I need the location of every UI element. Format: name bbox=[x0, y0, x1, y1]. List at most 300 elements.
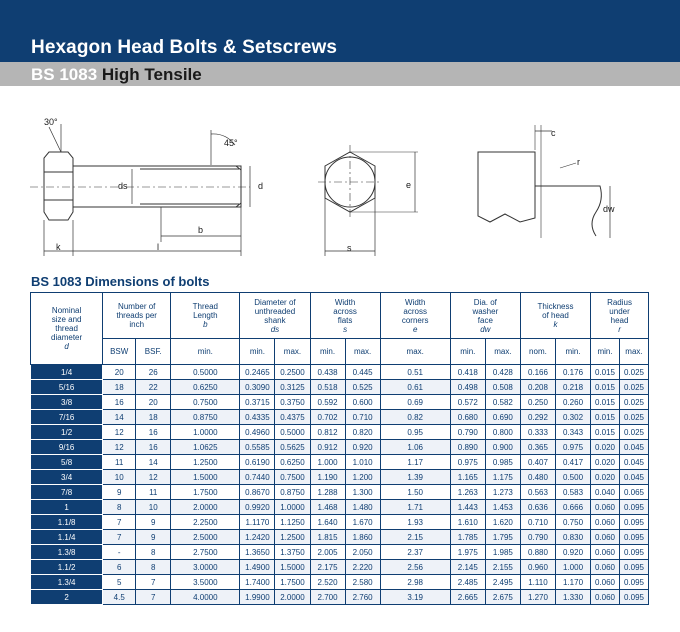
diagram-label-k: k bbox=[56, 242, 61, 252]
header-line: Length bbox=[193, 311, 218, 320]
table-cell: 14 bbox=[103, 410, 136, 425]
table-row bbox=[31, 500, 649, 515]
table-cell: 1.860 bbox=[345, 530, 380, 545]
header-symbol: ds bbox=[270, 324, 280, 334]
table-cell: 0.5000 bbox=[171, 365, 240, 380]
table-cell: 0.176 bbox=[555, 365, 590, 380]
page-subtitle bbox=[31, 65, 202, 85]
table-cell: 11 bbox=[103, 455, 136, 470]
header-line: Thickness bbox=[537, 302, 574, 311]
standard-code: BS 1083 bbox=[31, 65, 98, 84]
table-cell: 2.675 bbox=[485, 590, 520, 605]
header-subcolumn: min. bbox=[555, 339, 590, 365]
table-cell: 1.270 bbox=[520, 590, 555, 605]
table-cell: 1.670 bbox=[345, 515, 380, 530]
table-cell: 0.015 bbox=[591, 395, 620, 410]
table-row bbox=[31, 395, 649, 410]
table-cell: 1.71 bbox=[380, 500, 450, 515]
header-symbol: b bbox=[203, 320, 208, 329]
header-line: Thread bbox=[192, 302, 218, 311]
table-cell: 2.37 bbox=[380, 545, 450, 560]
table-cell: 0.7500 bbox=[275, 470, 310, 485]
table-body bbox=[31, 365, 649, 605]
bolt-diagram bbox=[0, 96, 680, 266]
table-cell: 10 bbox=[103, 470, 136, 485]
table-cell: 0.025 bbox=[619, 380, 648, 395]
header-symbol: k bbox=[553, 320, 558, 329]
nominal-size-cell: 2 bbox=[31, 590, 103, 605]
table-cell: 0.5625 bbox=[275, 440, 310, 455]
table-cell: 0.985 bbox=[485, 455, 520, 470]
table-cell: - bbox=[103, 545, 136, 560]
table-cell: 1.288 bbox=[310, 485, 345, 500]
table-cell: 9 bbox=[136, 515, 171, 530]
table-cell: 0.4960 bbox=[240, 425, 275, 440]
table-cell: 1.795 bbox=[485, 530, 520, 545]
table-cell: 0.020 bbox=[591, 455, 620, 470]
table-cell: 4.0000 bbox=[171, 590, 240, 605]
header-subcolumn: BSF. bbox=[136, 339, 171, 365]
table-cell: 0.8670 bbox=[240, 485, 275, 500]
table-cell: 1.5000 bbox=[171, 470, 240, 485]
table-cell: 0.750 bbox=[555, 515, 590, 530]
table-cell: 1.3750 bbox=[275, 545, 310, 560]
table-cell: 1.3650 bbox=[240, 545, 275, 560]
table-row bbox=[31, 470, 649, 485]
table-cell: 0.3090 bbox=[240, 380, 275, 395]
table-cell: 0.445 bbox=[345, 365, 380, 380]
table-cell: 1.9900 bbox=[240, 590, 275, 605]
table-cell: 1.170 bbox=[555, 575, 590, 590]
table-cell: 2.005 bbox=[310, 545, 345, 560]
table-cell: 0.680 bbox=[450, 410, 485, 425]
table-cell: 1.0000 bbox=[275, 500, 310, 515]
table-cell: 0.912 bbox=[310, 440, 345, 455]
diagram-label-d: d bbox=[258, 181, 264, 191]
table-cell: 0.508 bbox=[485, 380, 520, 395]
table-cell: 1.17 bbox=[380, 455, 450, 470]
table-cell: 1.06 bbox=[380, 440, 450, 455]
table-cell: 0.9920 bbox=[240, 500, 275, 515]
table-cell: 0.51 bbox=[380, 365, 450, 380]
table-cell: 9 bbox=[136, 530, 171, 545]
diagram-label-r: r bbox=[577, 157, 580, 167]
header-symbol: e bbox=[412, 324, 418, 334]
table-cell: 0.428 bbox=[485, 365, 520, 380]
table-cell: 1.468 bbox=[310, 500, 345, 515]
table-cell: 9 bbox=[103, 485, 136, 500]
table-cell: 0.8750 bbox=[275, 485, 310, 500]
table-cell: 3.19 bbox=[380, 590, 450, 605]
table-cell: 0.015 bbox=[591, 365, 620, 380]
nominal-size-cell: 1/4 bbox=[31, 365, 103, 380]
table-cell: 1.010 bbox=[345, 455, 380, 470]
nominal-size-cell: 1.1/4 bbox=[31, 530, 103, 545]
table-cell: 0.025 bbox=[619, 410, 648, 425]
table-cell: 0.583 bbox=[555, 485, 590, 500]
diagram-label-s: s bbox=[347, 243, 352, 253]
table-cell: 1.7400 bbox=[240, 575, 275, 590]
table-cell: 2.175 bbox=[310, 560, 345, 575]
table-cell: 0.563 bbox=[520, 485, 555, 500]
header-line: size and bbox=[51, 315, 82, 324]
header-line: across bbox=[403, 306, 427, 316]
table-cell: 1.2500 bbox=[275, 530, 310, 545]
diagram-label-angle-point: 45° bbox=[224, 138, 238, 148]
subtitle-bar bbox=[0, 62, 680, 86]
table-cell: 3.5000 bbox=[171, 575, 240, 590]
header-symbol: s bbox=[343, 324, 348, 334]
table-cell: 0.82 bbox=[380, 410, 450, 425]
table-cell: 1.453 bbox=[485, 500, 520, 515]
table-cell: 0.2500 bbox=[275, 365, 310, 380]
table-row bbox=[31, 545, 649, 560]
table-cell: 0.800 bbox=[485, 425, 520, 440]
header-line: Number of bbox=[118, 302, 156, 311]
nominal-size-cell: 3/4 bbox=[31, 470, 103, 485]
table-row bbox=[31, 530, 649, 545]
nominal-size-cell: 1.1/2 bbox=[31, 560, 103, 575]
table-cell: 1.000 bbox=[310, 455, 345, 470]
table-cell: 0.040 bbox=[591, 485, 620, 500]
header-line: Width bbox=[404, 297, 426, 307]
table-cell: 2.520 bbox=[310, 575, 345, 590]
header-line: diameter bbox=[51, 333, 83, 342]
table-cell: 1.1250 bbox=[275, 515, 310, 530]
header-line: shank bbox=[264, 315, 286, 325]
table-cell: 12 bbox=[103, 440, 136, 455]
header-line: head bbox=[610, 315, 629, 325]
bolt-side-view bbox=[30, 124, 250, 256]
table-cell: 8 bbox=[136, 545, 171, 560]
header-line: Radius bbox=[607, 297, 632, 307]
table-cell: 0.065 bbox=[619, 485, 648, 500]
header-subcolumn: min. bbox=[171, 339, 240, 365]
header-symbol: r bbox=[618, 324, 621, 334]
table-header-groups bbox=[31, 293, 649, 339]
table-cell: 1.5000 bbox=[275, 560, 310, 575]
header-line: under bbox=[609, 306, 630, 316]
page-title: Hexagon Head Bolts & Setscrews bbox=[31, 37, 338, 58]
table-cell: 0.095 bbox=[619, 530, 648, 545]
table-cell: 1.2420 bbox=[240, 530, 275, 545]
header-group bbox=[380, 293, 450, 339]
dimensions-table bbox=[30, 292, 649, 605]
table-cell: 1.640 bbox=[310, 515, 345, 530]
table-cell: 0.095 bbox=[619, 590, 648, 605]
table-cell: 0.060 bbox=[591, 500, 620, 515]
header-group bbox=[520, 293, 590, 339]
nominal-size-cell: 1 bbox=[31, 500, 103, 515]
table-row bbox=[31, 425, 649, 440]
table-cell: 2.5000 bbox=[171, 530, 240, 545]
table-cell: 0.95 bbox=[380, 425, 450, 440]
header-line: Dia. of bbox=[473, 297, 497, 307]
table-cell: 0.960 bbox=[520, 560, 555, 575]
table-cell: 0.045 bbox=[619, 455, 648, 470]
table-cell: 0.518 bbox=[310, 380, 345, 395]
table-cell: 0.8750 bbox=[171, 410, 240, 425]
table-cell: 0.060 bbox=[591, 515, 620, 530]
table-cell: 0.702 bbox=[310, 410, 345, 425]
table-cell: 1.815 bbox=[310, 530, 345, 545]
table-cell: 4.5 bbox=[103, 590, 136, 605]
header-line: inch bbox=[129, 320, 145, 329]
table-cell: 2.220 bbox=[345, 560, 380, 575]
table-cell: 0.060 bbox=[591, 545, 620, 560]
table-cell: 0.250 bbox=[520, 395, 555, 410]
table-cell: 0.690 bbox=[485, 410, 520, 425]
header-line: flats bbox=[337, 315, 353, 325]
table-cell: 0.890 bbox=[450, 440, 485, 455]
diagram-label-b: b bbox=[198, 225, 204, 235]
diagram-label-ds: ds bbox=[118, 181, 128, 191]
table-cell: 0.880 bbox=[520, 545, 555, 560]
table-cell: 0.710 bbox=[520, 515, 555, 530]
table-cell: 0.500 bbox=[555, 470, 590, 485]
table-cell: 2.15 bbox=[380, 530, 450, 545]
table-cell: 2.155 bbox=[485, 560, 520, 575]
table-cell: 16 bbox=[136, 425, 171, 440]
table-cell: 1.785 bbox=[450, 530, 485, 545]
table-cell: 0.417 bbox=[555, 455, 590, 470]
table-cell: 0.6250 bbox=[275, 455, 310, 470]
table-cell: 26 bbox=[136, 365, 171, 380]
table-cell: 2.760 bbox=[345, 590, 380, 605]
header-subcolumn: max. bbox=[275, 339, 310, 365]
table-cell: 16 bbox=[103, 395, 136, 410]
table-cell: 0.6250 bbox=[171, 380, 240, 395]
table-cell: 0.710 bbox=[345, 410, 380, 425]
table-cell: 0.060 bbox=[591, 530, 620, 545]
table-cell: 1.93 bbox=[380, 515, 450, 530]
header-symbol: dw bbox=[480, 324, 491, 334]
table-cell: 0.060 bbox=[591, 560, 620, 575]
diagram-label-dw: dw bbox=[603, 204, 615, 214]
header-line: face bbox=[477, 315, 493, 325]
table-cell: 0.095 bbox=[619, 560, 648, 575]
table-cell: 1.39 bbox=[380, 470, 450, 485]
table-cell: 0.812 bbox=[310, 425, 345, 440]
table-cell: 0.5000 bbox=[275, 425, 310, 440]
table-cell: 1.0625 bbox=[171, 440, 240, 455]
table-cell: 1.480 bbox=[345, 500, 380, 515]
table-cell: 14 bbox=[136, 455, 171, 470]
table-cell: 0.438 bbox=[310, 365, 345, 380]
table-cell: 0.060 bbox=[591, 590, 620, 605]
table-cell: 1.300 bbox=[345, 485, 380, 500]
table-cell: 2.495 bbox=[485, 575, 520, 590]
table-cell: 0.4375 bbox=[275, 410, 310, 425]
header-subcolumn: min. bbox=[450, 339, 485, 365]
table-cell: 7 bbox=[103, 530, 136, 545]
table-cell: 2.050 bbox=[345, 545, 380, 560]
header-nominal-size bbox=[31, 293, 103, 365]
table-cell: 0.2465 bbox=[240, 365, 275, 380]
table-cell: 1.1170 bbox=[240, 515, 275, 530]
bolt-detail-view bbox=[478, 125, 610, 238]
table-cell: 0.830 bbox=[555, 530, 590, 545]
table-cell: 0.218 bbox=[555, 380, 590, 395]
table-cell: 0.820 bbox=[345, 425, 380, 440]
table-cell: 0.975 bbox=[450, 455, 485, 470]
table-cell: 1.330 bbox=[555, 590, 590, 605]
table-cell: 3.0000 bbox=[171, 560, 240, 575]
table-cell: 1.175 bbox=[485, 470, 520, 485]
table-cell: 1.263 bbox=[450, 485, 485, 500]
table-cell: 0.407 bbox=[520, 455, 555, 470]
nominal-size-cell: 1/2 bbox=[31, 425, 103, 440]
table-cell: 0.582 bbox=[485, 395, 520, 410]
table-cell: 2.485 bbox=[450, 575, 485, 590]
table-cell: 8 bbox=[103, 500, 136, 515]
nominal-size-cell: 7/8 bbox=[31, 485, 103, 500]
table-cell: 0.292 bbox=[520, 410, 555, 425]
header-subcolumn: BSW bbox=[103, 339, 136, 365]
diagram-label-angle-head: 30° bbox=[44, 117, 58, 127]
header-subcolumn: max. bbox=[380, 339, 450, 365]
table-cell: 1.165 bbox=[450, 470, 485, 485]
table-cell: 0.525 bbox=[345, 380, 380, 395]
table-cell: 0.302 bbox=[555, 410, 590, 425]
table-cell: 2.2500 bbox=[171, 515, 240, 530]
table-cell: 0.166 bbox=[520, 365, 555, 380]
table-cell: 20 bbox=[136, 395, 171, 410]
table-cell: 11 bbox=[136, 485, 171, 500]
table-cell: 0.095 bbox=[619, 545, 648, 560]
table-cell: 7 bbox=[103, 515, 136, 530]
nominal-size-cell: 5/8 bbox=[31, 455, 103, 470]
header-line: across bbox=[333, 306, 357, 316]
table-cell: 0.790 bbox=[450, 425, 485, 440]
section-title: BS 1083 Dimensions of bolts bbox=[31, 274, 210, 289]
header-subcolumn: max. bbox=[485, 339, 520, 365]
table-cell: 0.790 bbox=[520, 530, 555, 545]
table-cell: 1.7500 bbox=[275, 575, 310, 590]
table-cell: 7 bbox=[136, 590, 171, 605]
table-cell: 12 bbox=[136, 470, 171, 485]
table-cell: 2.700 bbox=[310, 590, 345, 605]
table-cell: 0.592 bbox=[310, 395, 345, 410]
header-line: d bbox=[64, 342, 69, 351]
table-cell: 0.7440 bbox=[240, 470, 275, 485]
table-cell: 1.7500 bbox=[171, 485, 240, 500]
table-cell: 0.636 bbox=[520, 500, 555, 515]
table-cell: 0.333 bbox=[520, 425, 555, 440]
table-cell: 2.580 bbox=[345, 575, 380, 590]
table-cell: 0.020 bbox=[591, 440, 620, 455]
table-cell: 0.3125 bbox=[275, 380, 310, 395]
table-cell: 2.7500 bbox=[171, 545, 240, 560]
table-cell: 0.095 bbox=[619, 515, 648, 530]
table-cell: 0.920 bbox=[555, 545, 590, 560]
bolt-end-view bbox=[318, 145, 418, 256]
table-cell: 0.025 bbox=[619, 425, 648, 440]
header-subcolumn: max. bbox=[345, 339, 380, 365]
table-cell: 0.060 bbox=[591, 575, 620, 590]
table-cell: 1.620 bbox=[485, 515, 520, 530]
header-line: Diameter of bbox=[254, 297, 296, 307]
table-cell: 0.666 bbox=[555, 500, 590, 515]
table-cell: 2.0000 bbox=[275, 590, 310, 605]
nominal-size-cell: 1.1/8 bbox=[31, 515, 103, 530]
table-cell: 10 bbox=[136, 500, 171, 515]
header-line: washer bbox=[472, 306, 499, 316]
table-cell: 1.2500 bbox=[171, 455, 240, 470]
table-cell: 0.7500 bbox=[171, 395, 240, 410]
table-cell: 2.98 bbox=[380, 575, 450, 590]
table-cell: 0.900 bbox=[485, 440, 520, 455]
diagram-label-c: c bbox=[551, 128, 556, 138]
header-group bbox=[171, 293, 240, 339]
table-row bbox=[31, 560, 649, 575]
table-row bbox=[31, 380, 649, 395]
table-cell: 0.208 bbox=[520, 380, 555, 395]
table-cell: 0.045 bbox=[619, 470, 648, 485]
table-cell: 22 bbox=[136, 380, 171, 395]
table-cell: 0.572 bbox=[450, 395, 485, 410]
table-cell: 0.015 bbox=[591, 380, 620, 395]
table-row bbox=[31, 485, 649, 500]
table-cell: 0.6190 bbox=[240, 455, 275, 470]
standard-grade: High Tensile bbox=[101, 65, 202, 84]
table-cell: 1.610 bbox=[450, 515, 485, 530]
table-cell: 20 bbox=[103, 365, 136, 380]
table-cell: 0.4335 bbox=[240, 410, 275, 425]
table-cell: 16 bbox=[136, 440, 171, 455]
table-row bbox=[31, 365, 649, 380]
table-cell: 0.343 bbox=[555, 425, 590, 440]
nominal-size-cell: 5/16 bbox=[31, 380, 103, 395]
table-cell: 0.015 bbox=[591, 410, 620, 425]
header-subcolumn: min. bbox=[310, 339, 345, 365]
table-cell: 0.045 bbox=[619, 440, 648, 455]
table-cell: 0.498 bbox=[450, 380, 485, 395]
table-cell: 0.095 bbox=[619, 500, 648, 515]
header-line: Width bbox=[334, 297, 356, 307]
header-group bbox=[240, 293, 310, 339]
nominal-size-cell: 7/16 bbox=[31, 410, 103, 425]
table-cell: 8 bbox=[136, 560, 171, 575]
table-cell: 1.0000 bbox=[171, 425, 240, 440]
table-cell: 1.443 bbox=[450, 500, 485, 515]
table-cell: 2.0000 bbox=[171, 500, 240, 515]
table-row bbox=[31, 455, 649, 470]
table-cell: 0.025 bbox=[619, 395, 648, 410]
table-cell: 0.260 bbox=[555, 395, 590, 410]
table-cell: 0.920 bbox=[345, 440, 380, 455]
table-row bbox=[31, 575, 649, 590]
header-group bbox=[450, 293, 520, 339]
table-cell: 5 bbox=[103, 575, 136, 590]
table-cell: 1.190 bbox=[310, 470, 345, 485]
table-cell: 0.020 bbox=[591, 470, 620, 485]
header-line: Nominal bbox=[51, 306, 82, 315]
table-cell: 1.110 bbox=[520, 575, 555, 590]
table-cell: 7 bbox=[136, 575, 171, 590]
nominal-size-cell: 1.3/8 bbox=[31, 545, 103, 560]
table-cell: 0.365 bbox=[520, 440, 555, 455]
header-subcolumn: max. bbox=[619, 339, 648, 365]
table-cell: 2.665 bbox=[450, 590, 485, 605]
table-row bbox=[31, 410, 649, 425]
table-cell: 0.5585 bbox=[240, 440, 275, 455]
table-cell: 1.273 bbox=[485, 485, 520, 500]
table-cell: 1.000 bbox=[555, 560, 590, 575]
header-subcolumn: min. bbox=[591, 339, 620, 365]
table-cell: 1.200 bbox=[345, 470, 380, 485]
table-cell: 0.69 bbox=[380, 395, 450, 410]
